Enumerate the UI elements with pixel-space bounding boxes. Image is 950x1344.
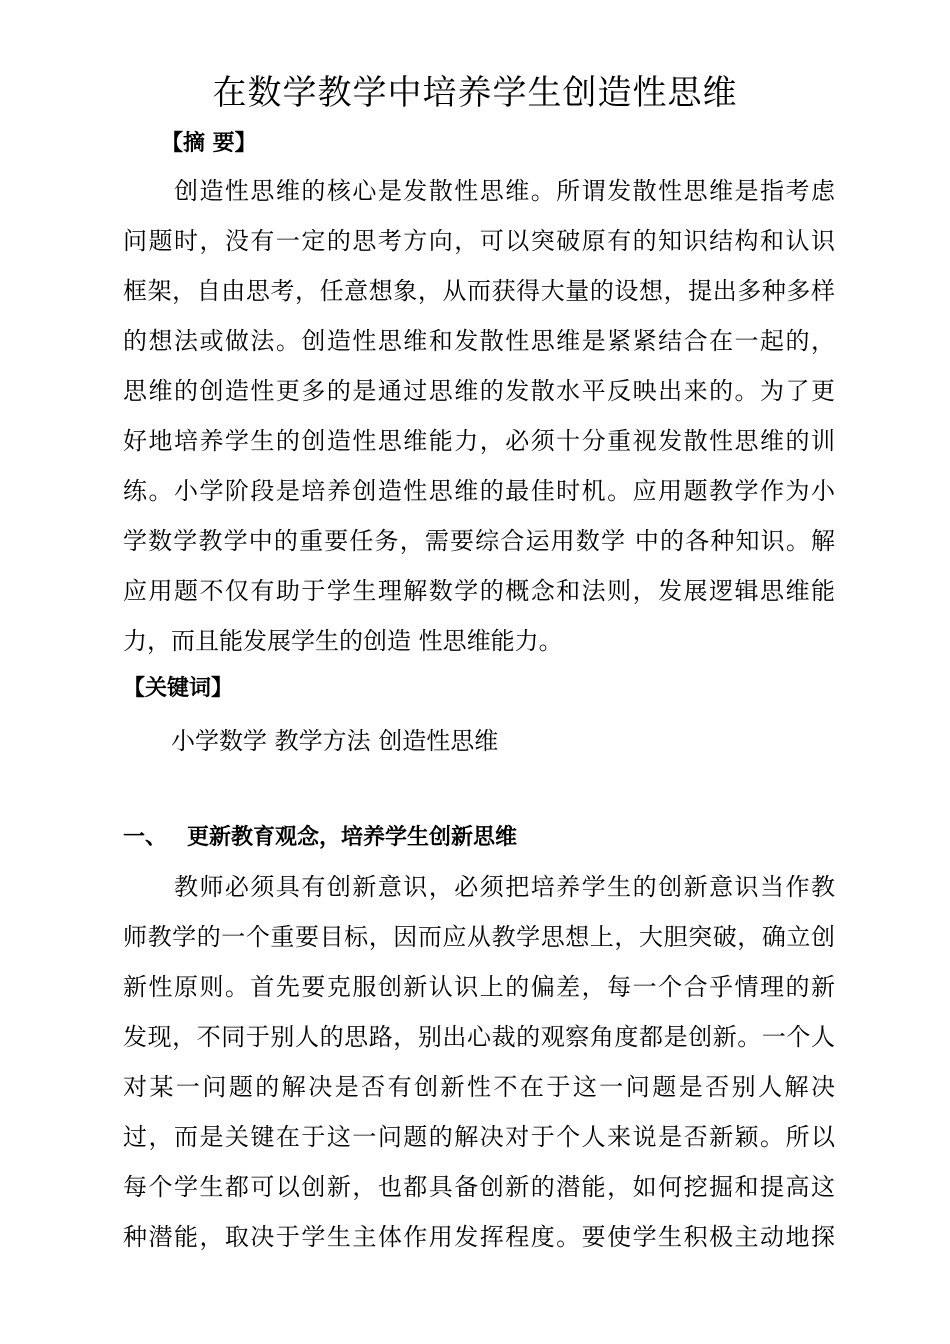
abstract-line: 练。小学阶段是培养创造性思维的最佳时机。应用题教学作为小 (123, 477, 835, 505)
abstract-line: 学数学教学中的重要任务，需要综合运用数学 中的各种知识。解 (123, 527, 835, 555)
abstract-line: 的想法或做法。创造性思维和发散性思维是紧紧结合在一起的， (123, 327, 835, 355)
abstract-line: 创造性思维的核心是发散性思维。所谓发散性思维是指考虑 (123, 177, 835, 205)
section-1-line: 过，而是关键在于这一问题的解决对于个人来说是否新颖。所以 (123, 1123, 835, 1151)
abstract-body (123, 166, 835, 666)
section-1-heading (123, 823, 517, 853)
section-1-line: 种潜能，取决于学生主体作用发挥程度。要使学生积极主动地探 (123, 1223, 835, 1251)
abstract-line: 思维的创造性更多的是通过思维的发散水平反映出来的。为了更 (123, 377, 835, 405)
section-1-number: 一、 (123, 825, 168, 850)
keywords-heading: 【关键词】 (123, 676, 234, 701)
abstract-line: 问题时，没有一定的思考方向，可以突破原有的知识结构和认识 (123, 227, 835, 255)
abstract-line: 应用题不仅有助于学生理解数学的概念和法则，发展逻辑思维能 (123, 577, 835, 605)
abstract-heading: 【摘 要】 (161, 131, 257, 156)
section-1-line: 师教学的一个重要目标，因而应从教学思想上，大胆突破，确立创 (123, 923, 835, 951)
section-1-line: 对某一问题的解决是否有创新性不在于这一问题是否别人解决 (123, 1073, 835, 1101)
section-1-line: 教师必须具有创新意识，必须把培养学生的创新意识当作教 (123, 873, 835, 901)
abstract-line: 好地培养学生的创造性思维能力，必须十分重视发散性思维的训 (123, 427, 835, 455)
section-1-body (123, 862, 835, 1262)
section-1-line: 发现，不同于别人的思路，别出心裁的观察角度都是创新。一个人 (123, 1023, 835, 1051)
section-1-line: 每个学生都可以创新，也都具备创新的潜能，如何挖掘和提高这 (123, 1173, 835, 1201)
section-1-title: 更新教育观念，培养学生创新思维 (187, 825, 518, 850)
section-1-line: 新性原则。首先要克服创新认识上的偏差，每一个合乎情理的新 (123, 973, 835, 1001)
document-title: 在数学教学中培养学生创造性思维 (212, 73, 738, 113)
abstract-line: 框架，自由思考，任意想象，从而获得大量的设想，提出多种多样 (123, 277, 835, 305)
abstract-line: 力，而且能发展学生的创造 性思维能力。 (123, 627, 563, 655)
keywords-text: 小学数学 教学方法 创造性思维 (171, 727, 499, 755)
